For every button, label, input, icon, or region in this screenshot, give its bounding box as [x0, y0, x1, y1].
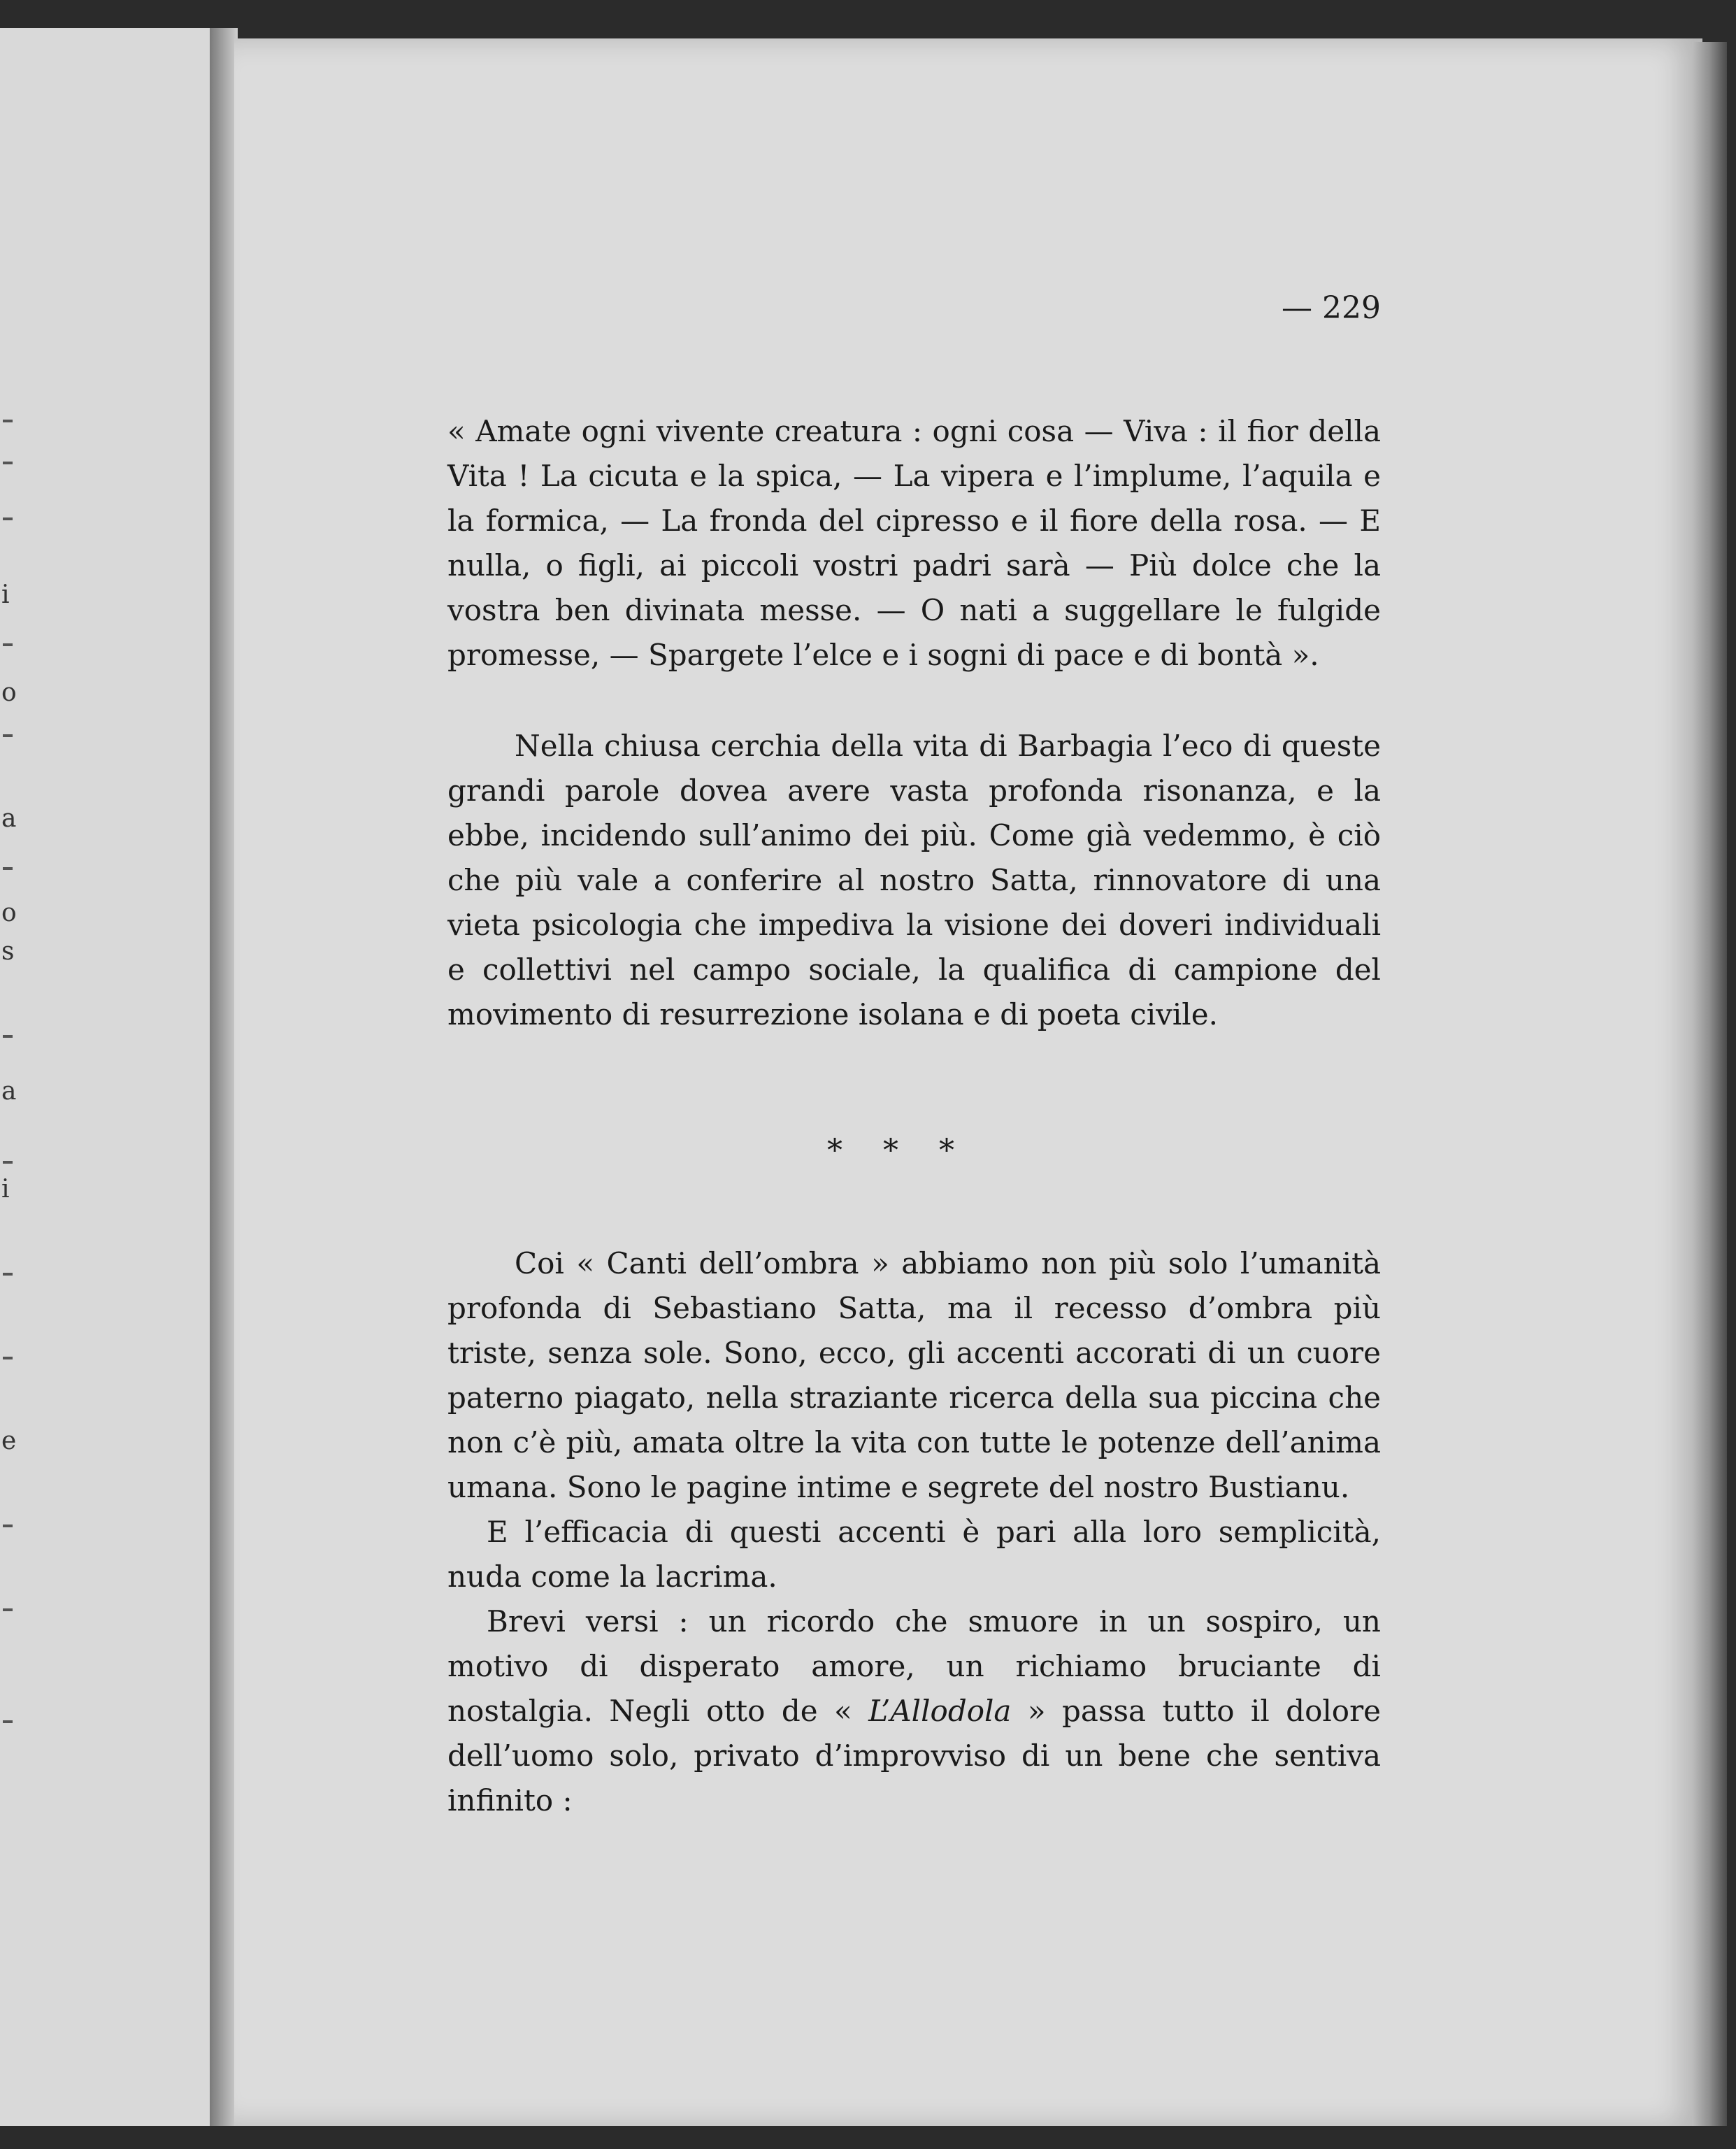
left-facing-page-edge — [0, 28, 214, 2126]
left-page-mark — [3, 420, 13, 422]
brevi-text-after: » passa tutto il dolore dell’uomo solo, privato d’improvviso di un bene che sentiva infinito : — [447, 1694, 1382, 1818]
page-number: — 229 — [1282, 290, 1381, 326]
left-page-glyph: a — [1, 1077, 17, 1106]
left-page-glyph: e — [1, 1427, 17, 1455]
left-page-mark — [3, 1608, 13, 1611]
left-page-mark — [3, 1273, 13, 1276]
section-separator: * * * — [827, 1133, 970, 1169]
left-page-mark — [3, 1357, 13, 1359]
left-page-glyph: o — [1, 678, 17, 707]
left-page-mark — [3, 1720, 13, 1723]
left-page-mark — [3, 643, 13, 646]
left-page-mark — [3, 1035, 13, 1038]
barbagia-block — [447, 724, 1381, 1037]
left-page-mark — [3, 517, 13, 520]
book-gutter-shadow — [210, 28, 238, 2126]
canti-paragraph: Coi « Canti dell’ombra » abbiamo non più solo l’umanità profonda di Sebastiano Satta, ma il recesso d’ombra più triste, senza sole. Sono, ecco, gli accenti accorati di un cuore paterno piagato, nella straziante ricerca della sua piccina che non c’è più, amata oltre la vita con tutte le potenze dell’anima umana. Sono le pagine intime e segrete del nostro Bustianu. — [447, 1246, 1381, 1504]
left-page-mark — [3, 462, 13, 464]
left-page-glyph: i — [1, 1175, 10, 1204]
efficacia-paragraph: E l’efficacia di questi accenti è pari alla loro semplicità, nuda come la lacrima. — [447, 1515, 1381, 1594]
page-stack-edge — [1692, 42, 1727, 2126]
left-page-glyph: a — [1, 804, 17, 833]
left-page-mark — [3, 734, 13, 737]
barbagia-paragraph: Nella chiusa cerchia della vita di Barbagia l’eco di queste grandi parole dovea avere vasta profonda risonanza, e la ebbe, incidendo sull’animo dei più. Come già vedemmo, è ciò che più vale a conferire al nostro Satta, rinnovatore di una vieta psicologia che impediva la visione dei doveri individuali e collettivi nel campo sociale, la qualifica di campione del movimento di resurrezione isolana e di poeta civile. — [447, 729, 1381, 1031]
quote-block — [447, 409, 1381, 678]
left-page-mark — [3, 1161, 13, 1164]
canti-block — [447, 1241, 1381, 1823]
left-page-mark — [3, 867, 13, 870]
left-page-glyph: o — [1, 899, 17, 927]
left-page-mark — [3, 1525, 13, 1527]
brevi-text-before: Brevi versi : un ricordo che smuore in un sospiro, un motivo di disperato amore, un richiamo bruciante di nostalgia. Negli otto de « — [447, 1604, 1381, 1728]
brevi-paragraph — [447, 1599, 1381, 1823]
left-page-glyph: s — [1, 937, 15, 966]
quote-paragraph: « Amate ogni vivente creatura : ogni cosa — Viva : il fior della Vita ! La cicuta e la spica, — La vipera e l’implume, l’aquila e la formica, — La fronda del cipresso e il fiore della rosa. — E nulla, o figli, ai piccoli vostri padri sarà — Più dolce che la vostra ben divinata messe. — O nati a suggellare le fulgide promesse, — Spargete l’elce e i sogni di pace e di bontà ». — [447, 414, 1381, 672]
left-page-glyph: i — [1, 580, 10, 609]
allodola-title: L’Allodola — [868, 1694, 1012, 1728]
